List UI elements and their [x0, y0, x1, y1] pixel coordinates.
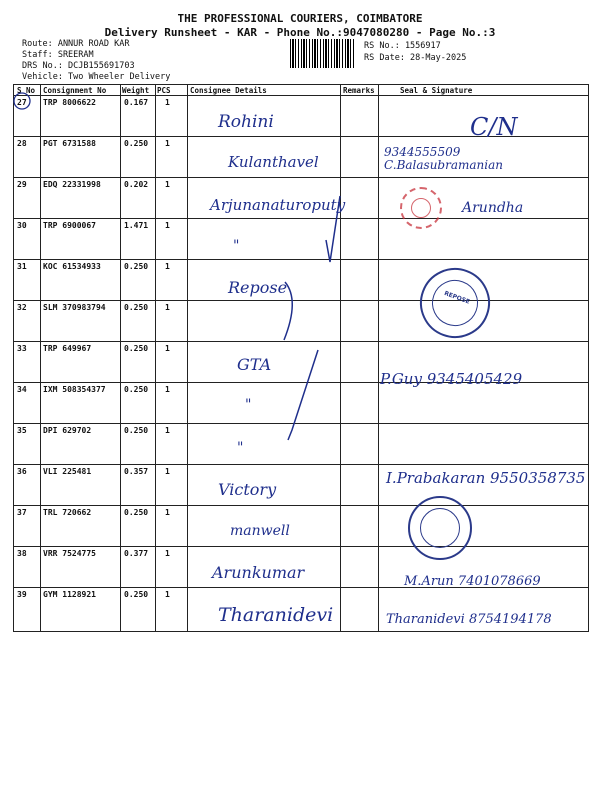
row-weight: 0.250: [124, 426, 149, 435]
route-label: Route: ANNUR ROAD KAR: [22, 39, 130, 49]
drs-label: DRS No.: DCJB155691703: [22, 61, 135, 71]
row-weight: 0.202: [124, 180, 149, 189]
company-title: THE PROFESSIONAL COURIERS, COIMBATORE: [177, 12, 423, 25]
row-consignment-no: TRP 6900067: [43, 221, 96, 230]
row-weight: 0.250: [124, 262, 149, 271]
rs-date-label: RS Date: 28-May-2025: [364, 53, 467, 63]
row-pcs: 1: [165, 426, 170, 435]
row-consignment-no: TRP 649967: [43, 344, 92, 353]
row-weight: 0.250: [124, 508, 149, 517]
row-pcs: 1: [165, 180, 170, 189]
signature-28: 9344555509 C.Balasubramanian: [384, 145, 503, 172]
consignee-hw-27: Rohini: [218, 112, 274, 132]
vehicle-label: Vehicle: Two Wheeler Delivery: [22, 72, 171, 82]
consignee-hw-34: ": [245, 397, 252, 413]
row-sno: 28: [17, 139, 27, 148]
row-consignment-no: VLI 225481: [43, 467, 92, 476]
repose-mattress-stamp: REPOSE: [410, 258, 500, 348]
row-pcs: 1: [165, 549, 170, 558]
row-weight: 0.167: [124, 98, 149, 107]
row-consignment-no: TRL 720662: [43, 508, 92, 517]
row-sno: 32: [17, 303, 27, 312]
row-sno: 33: [17, 344, 27, 353]
row-consignment-no: DPI 629702: [43, 426, 92, 435]
consignee-hw-28: Kulanthavel: [228, 153, 319, 171]
consignee-hw-30: ": [233, 238, 240, 254]
consignee-hw-35: ": [237, 440, 244, 456]
consignee-hw-29: Arjunanaturoputy: [210, 196, 346, 214]
consignee-hw-33: GTA: [237, 355, 272, 374]
col-header-weight: Weight: [122, 86, 150, 95]
row-pcs: 1: [165, 303, 170, 312]
row-sno: 34: [17, 385, 27, 394]
row-consignment-no: GYM 1128921: [43, 590, 96, 599]
row-sno: 31: [17, 262, 27, 271]
row-sno: 38: [17, 549, 27, 558]
row-consignment-no: IXM 508354377: [43, 385, 106, 394]
row-weight: 1.471: [124, 221, 149, 230]
col-header-pcs: PCS: [157, 86, 171, 95]
consignee-hw-39: Tharanidevi: [218, 604, 334, 626]
row-sno: 37: [17, 508, 27, 517]
row-pcs: 1: [165, 262, 170, 271]
row-sno: 29: [17, 180, 27, 189]
consignee-hw-32: Repose: [228, 278, 288, 297]
signature-38: M.Arun 7401078669: [404, 574, 541, 589]
staff-label: Staff: SREERAM: [22, 50, 94, 60]
row-pcs: 1: [165, 467, 170, 476]
row-pcs: 1: [165, 590, 170, 599]
row-consignment-no: PGT 6731588: [43, 139, 96, 148]
col-header-consignee: Consignee Details: [190, 86, 267, 95]
runsheet-title: Delivery Runsheet - KAR - Phone No.:9047080280 - Page No.:3: [104, 26, 496, 39]
row-pcs: 1: [165, 221, 170, 230]
row-consignment-no: KOC 61534933: [43, 262, 101, 271]
row-sno: 27: [17, 98, 27, 107]
row-consignment-no: EDQ 22331998: [43, 180, 101, 189]
signature-29: Arundha: [462, 200, 524, 216]
consignee-hw-36: Victory: [218, 480, 277, 499]
row-pcs: 1: [165, 508, 170, 517]
row-pcs: 1: [165, 344, 170, 353]
row-pcs: 1: [165, 98, 170, 107]
row-pcs: 1: [165, 385, 170, 394]
signature-36: I.Prabakaran 9550358735: [386, 469, 586, 487]
row-sno: 39: [17, 590, 27, 599]
col-header-seal: Seal & Signature: [400, 86, 473, 95]
row-consignment-no: TRP 8006622: [43, 98, 96, 107]
col-header-consignment: Consignment No: [43, 86, 107, 95]
signature-27: C/N: [470, 113, 518, 141]
row-weight: 0.377: [124, 549, 149, 558]
rs-no-label: RS No.: 1556917: [364, 41, 441, 51]
row-weight: 0.250: [124, 344, 149, 353]
row-weight: 0.357: [124, 467, 149, 476]
signature-39: Tharanidevi 8754194178: [386, 612, 552, 627]
row-sno: 36: [17, 467, 27, 476]
signature-34: P.Guy 9345405429: [380, 370, 523, 388]
row-weight: 0.250: [124, 385, 149, 394]
col-header-sno: S No: [17, 86, 36, 95]
row-weight: 0.250: [124, 303, 149, 312]
row-consignment-no: SLM 370983794: [43, 303, 106, 312]
col-header-remarks: Remarks: [343, 86, 375, 95]
row-weight: 0.250: [124, 139, 149, 148]
consignee-hw-38: Arunkumar: [212, 563, 305, 582]
consignee-hw-37: manwell: [230, 523, 290, 539]
row-weight: 0.250: [124, 590, 149, 599]
row-sno: 30: [17, 221, 27, 230]
row-consignment-no: VRR 7524775: [43, 549, 96, 558]
row-sno: 35: [17, 426, 27, 435]
row-pcs: 1: [165, 139, 170, 148]
